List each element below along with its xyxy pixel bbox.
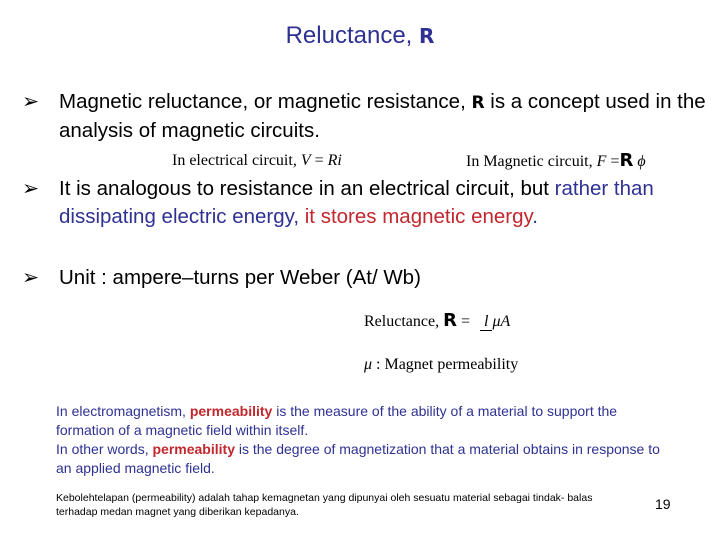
bullet-reluctance-definition [22,88,712,148]
bullet-text-red: it stores magnetic energy [304,205,533,228]
formula-eq: = [310,152,328,169]
formula-text: : Magnet permeability [372,356,519,373]
bullet-text-blue: rather than dissipating electric energy, [59,177,654,228]
paragraph-text: is the measure of the ability of a material to support the formation of a magnetic field within itself. [56,403,618,438]
slide-title [0,22,720,50]
formula-reluctance [364,304,510,339]
reluctance-symbol: R [443,310,457,331]
bullet-arrow-icon: ➢ [22,177,40,200]
title-text: Reluctance, [285,22,419,49]
reluctance-symbol: R [419,24,435,48]
permeability-paragraph [56,402,676,478]
formula-electrical-circuit [172,152,342,170]
formula-eq: = [606,153,620,170]
bullet-analogy [22,175,720,235]
formula-lhs: V [300,152,311,169]
bullet-text [59,175,709,231]
bullet-unit [22,264,712,294]
fraction-denominator: μA [492,313,511,331]
formula-magnetic-circuit [466,150,646,171]
malay-note: Kebolehtelapan (permeability) adalah tahap kemagnetan yang dipunyai oleh sesuatu material sebagai tindak- balas terhadap medan magnet yang diberikan kepadanya. [56,492,593,518]
flux-symbol: ϕ [633,153,646,170]
page-number: 19 [655,496,671,512]
bullet-arrow-icon: ➢ [22,90,40,113]
bullet-text-part2: is a concept used in the analysis of magnetic circuits. [59,90,706,142]
reluctance-symbol: R [471,93,485,113]
bullet-period: . [532,205,538,228]
paragraph-text: In other words, [56,441,153,457]
paragraph-text: is the degree of magnetization that a material obtains in response to an applied magnetic field. [56,441,660,476]
formula-permeability [364,356,518,374]
bullet-text: Unit : ampere–turns per Weber (At/ Wb) [59,266,421,289]
fraction [480,305,510,339]
bullet-text-part1: It is analogous to resistance in an electrical circuit, but [59,177,555,200]
paragraph-bold: permeability [152,441,235,457]
paragraph-text: In electromagnetism, [56,403,190,419]
fraction-numerator: l [480,313,492,331]
formula-prefix: In electrical circuit, [172,152,301,169]
paragraph-bold: permeability [189,403,273,419]
formula-eq: = [456,313,474,330]
bullet-text [59,88,709,145]
bullet-arrow-icon: ➢ [22,266,40,289]
formula-rhs: Ri [327,152,342,169]
reluctance-symbol: R [619,150,634,171]
mu-symbol: μ [364,356,373,373]
formula-prefix: Reluctance, [364,313,444,330]
formula-lhs: F [596,153,607,170]
formula-prefix: In Magnetic circuit, [466,153,597,170]
bullet-text-part1: Magnetic reluctance, or magnetic resistance, [59,90,472,113]
